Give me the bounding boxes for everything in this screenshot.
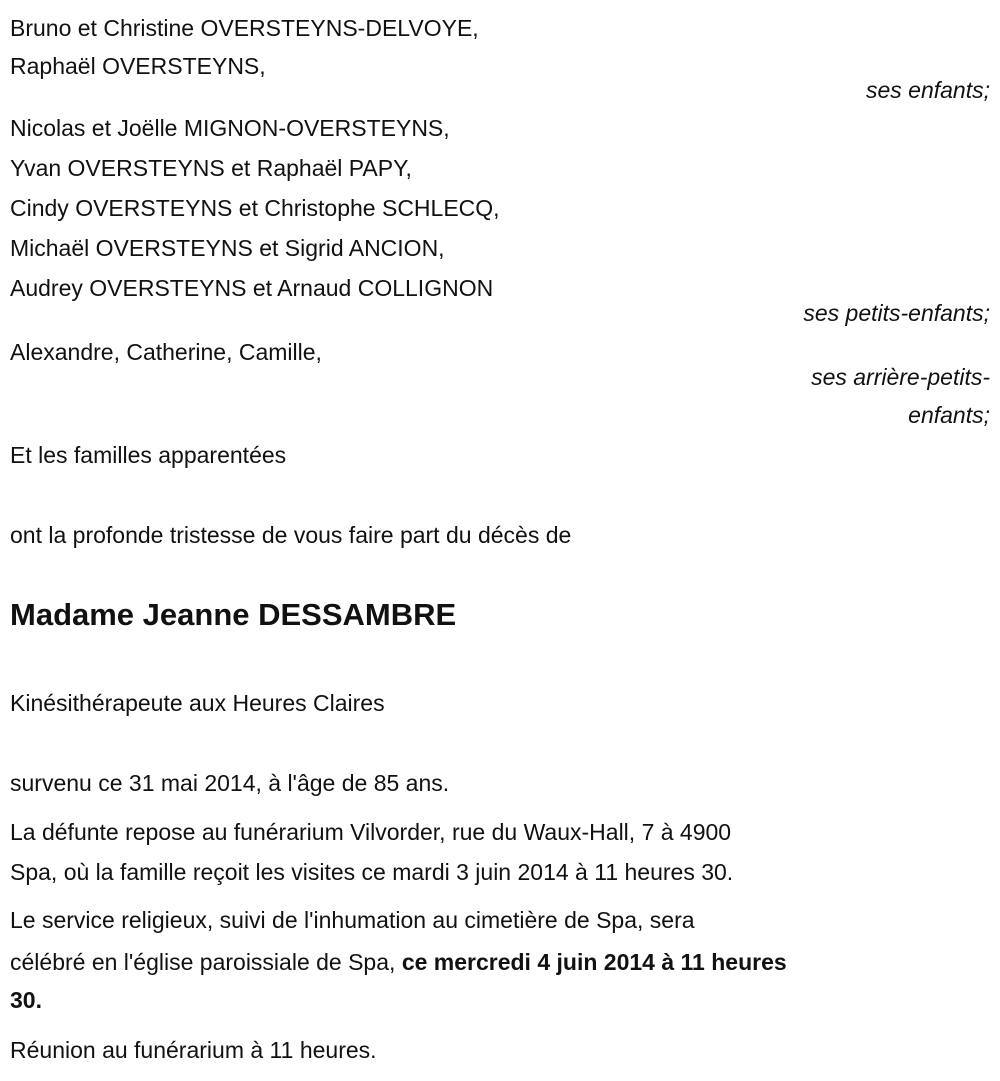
grandchild-line: Audrey OVERSTEYNS et Arnaud COLLIGNON [10,275,494,301]
grandchild-line: Michaël OVERSTEYNS et Sigrid ANCION, [10,235,445,261]
meeting-line: Réunion au funérarium à 11 heures. [10,1037,377,1063]
grandchild-line: Yvan OVERSTEYNS et Raphaël PAPY, [10,155,412,181]
service-text: célébré en l'église paroissiale de Spa, [10,949,402,975]
families-line: Et les familles apparentées [10,442,287,468]
child-line: Bruno et Christine OVERSTEYNS-DELVOYE, [10,15,479,41]
service-line [10,942,787,982]
child-line: Raphaël OVERSTEYNS, [10,53,266,79]
death-info: survenu ce 31 mai 2014, à l'âge de 85 ans. [10,770,450,796]
visitation-line: La défunte repose au funérarium Vilvorder, rue du Waux-Hall, 7 à 4900 [10,819,732,845]
great-grandchildren-label: ses arrière-petits- [811,364,990,390]
service-time: 30. [10,987,42,1013]
profession: Kinésithérapeute aux Heures Claires [10,690,385,716]
announcement: ont la profonde tristesse de vous faire part du décès de [10,522,572,548]
great-grandchild-line: Alexandre, Catherine, Camille, [10,339,322,365]
grandchild-line: Cindy OVERSTEYNS et Christophe SCHLECQ, [10,195,500,221]
great-grandchildren-label-cont: enfants; [908,402,990,428]
deceased-name: Madame Jeanne DESSAMBRE [10,597,457,632]
visitation-line: Spa, où la famille reçoit les visites ce mardi 3 juin 2014 à 11 heures 30. [10,859,734,885]
grandchildren-label: ses petits-enfants; [803,300,990,326]
service-line [10,980,42,1020]
service-date: ce mercredi 4 juin 2014 à 11 heures [401,949,787,975]
grandchild-line: Nicolas et Joëlle MIGNON-OVERSTEYNS, [10,115,450,141]
service-line: Le service religieux, suivi de l'inhumation au cimetière de Spa, sera [10,907,695,933]
children-label: ses enfants; [865,77,990,103]
